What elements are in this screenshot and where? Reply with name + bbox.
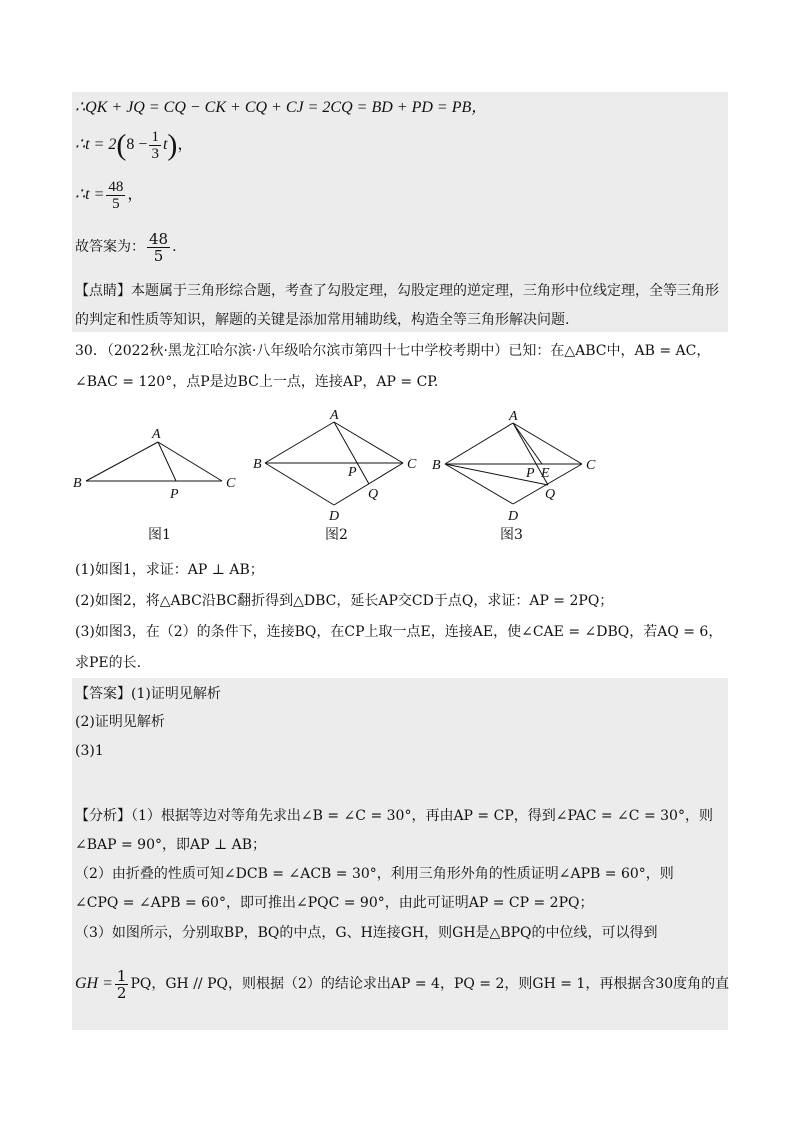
fraction-denominator: 3 [151,145,159,162]
geometry-figures [0,408,800,538]
solution-line-2-end: ， [177,136,194,153]
problem-line-1: 30．（2022秋·黑龙江哈尔滨·八年级哈尔滨市第四十七中学校考期中）已知：在△ABC中，AB = AC， [75,343,711,359]
solution-line-3-end: ， [127,186,144,203]
fig1-label-b: B [73,476,82,491]
fig3-segment-bd [445,464,513,504]
fig2-segment-bd [265,463,334,505]
fig3-segment-ab [445,423,513,464]
fig3-label-a: A [509,409,518,424]
fraction-numerator: 1 [151,128,159,145]
fig2-label-p: P [348,465,357,480]
fig2-label-c: C [407,457,417,472]
analysis-line-6-rest: PQ，GH // PQ，则根据（2）的结论求出AP = 4，PQ = 2，则GH = 1，再根据含30度角的直 [130,976,730,992]
fig3-segment-ae [513,423,542,464]
fig3-label-p: P [526,466,535,481]
solution-line-2-prefix: ∴t = 2 [75,136,117,153]
analysis-line-6-prefix: GH = [75,975,113,992]
analysis-line-6 [75,966,729,1002]
fig3-label-b: B [432,458,441,473]
analysis-line-1: 【分析】（1）根据等边对等角先求出∠B = ∠C = 30°，再由AP = CP，得到∠PAC = ∠C = 30°，则 [75,808,713,824]
fig3-segment-ac [513,423,582,464]
comment-line-1: 【点睛】本题属于三角形综合题，考查了勾股定理，勾股定理的逆定理，三角形中位线定理，全等三角形 [75,283,719,299]
fraction-numerator: 48 [108,178,124,195]
fig2-label-b: B [253,457,262,472]
solution-line-3-prefix: ∴t = [75,186,105,203]
fraction-one-third [149,129,161,162]
fraction-one-half [115,968,129,1001]
left-paren: ( [116,128,127,162]
figure-1 [73,427,236,502]
fraction-denominator: 2 [116,983,127,1002]
fig1-label-p: P [170,487,179,502]
problem-line-2: ∠BAC = 120°，点P是边BC上一点，连接AP，AP = CP. [75,374,439,390]
solution-line-3 [75,178,143,212]
answer-line [75,230,177,264]
solution-line-2-var: t [162,136,168,153]
fig3-label-c: C [586,458,596,473]
fraction-48-5 [106,179,125,212]
figure-3 [432,409,596,524]
figure-2 [253,408,417,524]
fraction-denominator: 5 [153,246,164,265]
fig1-label-c: C [226,476,236,491]
answer-end: . [172,239,177,255]
fraction-denominator: 5 [112,195,120,212]
question-2: (2)如图2，将△ABC沿BC翻折得到△DBC，延长AP交CD于点Q，求证：AP = 2PQ； [75,593,614,609]
answer-prefix: 故答案为： [75,239,145,255]
answer-fraction [147,231,170,264]
fig2-segment-ab [265,422,334,463]
figure-3-caption: 图3 [500,527,523,543]
figure-1-caption: 图1 [148,527,171,543]
solution-line-1: ∴QK + JQ = CQ − CK + CQ + CJ = 2CQ = BD + PD = PB， [75,99,488,116]
question-3-line-1: (3)如图3，在（2）的条件下，连接BQ，在CP上取一点E，连接AE，使∠CAE = ∠DBQ，若AQ = 6， [75,624,723,640]
analysis-line-2: ∠BAP = 90°，即AP ⊥ AB； [75,837,266,853]
analysis-line-4: ∠CPQ = ∠APB = 60°，即可推出∠PQC = 90°，由此可证明AP = CP = 2PQ； [75,895,594,911]
answer-part-2: (2)证明见解析 [75,714,165,730]
question-1: (1)如图1，求证：AP ⊥ AB； [75,562,264,578]
figure-2-caption: 图2 [325,527,348,543]
fig3-label-d: D [508,509,519,524]
fig2-segment-ac [334,422,403,463]
fig2-label-a: A [330,408,339,423]
comment-line-2: 的判定和性质等知识，解题的关键是添加常用辅助线，构造全等三角形解决问题. [75,312,570,328]
answer-part-3: (3)1 [75,743,104,759]
solution-line-2-inner: 8 − [126,136,148,153]
fig1-segment-ac [158,442,222,481]
fig3-label-e: E [541,466,550,481]
solution-line-2 [75,128,193,162]
question-3-line-2: 求PE的长. [75,655,142,671]
fig2-label-q: Q [368,487,379,502]
fig1-label-a: A [152,427,161,442]
analysis-line-5: （3）如图所示，分别取BP，BQ的中点，G、H连接GH，则GH是△BPQ的中位线，可以得到 [75,925,658,941]
fig2-label-d: D [329,509,340,524]
answer-heading: 【答案】(1)证明见解析 [75,686,221,702]
analysis-line-3: （2）由折叠的性质可知∠DCB = ∠ACB = 30°，利用三角形外角的性质证明∠APB = 60°，则 [75,866,674,882]
fraction-numerator: 48 [149,229,169,248]
fig1-segment-ab [86,442,158,481]
right-paren: ) [167,128,178,162]
fraction-numerator: 1 [116,966,127,985]
fig3-label-q: Q [545,487,556,502]
